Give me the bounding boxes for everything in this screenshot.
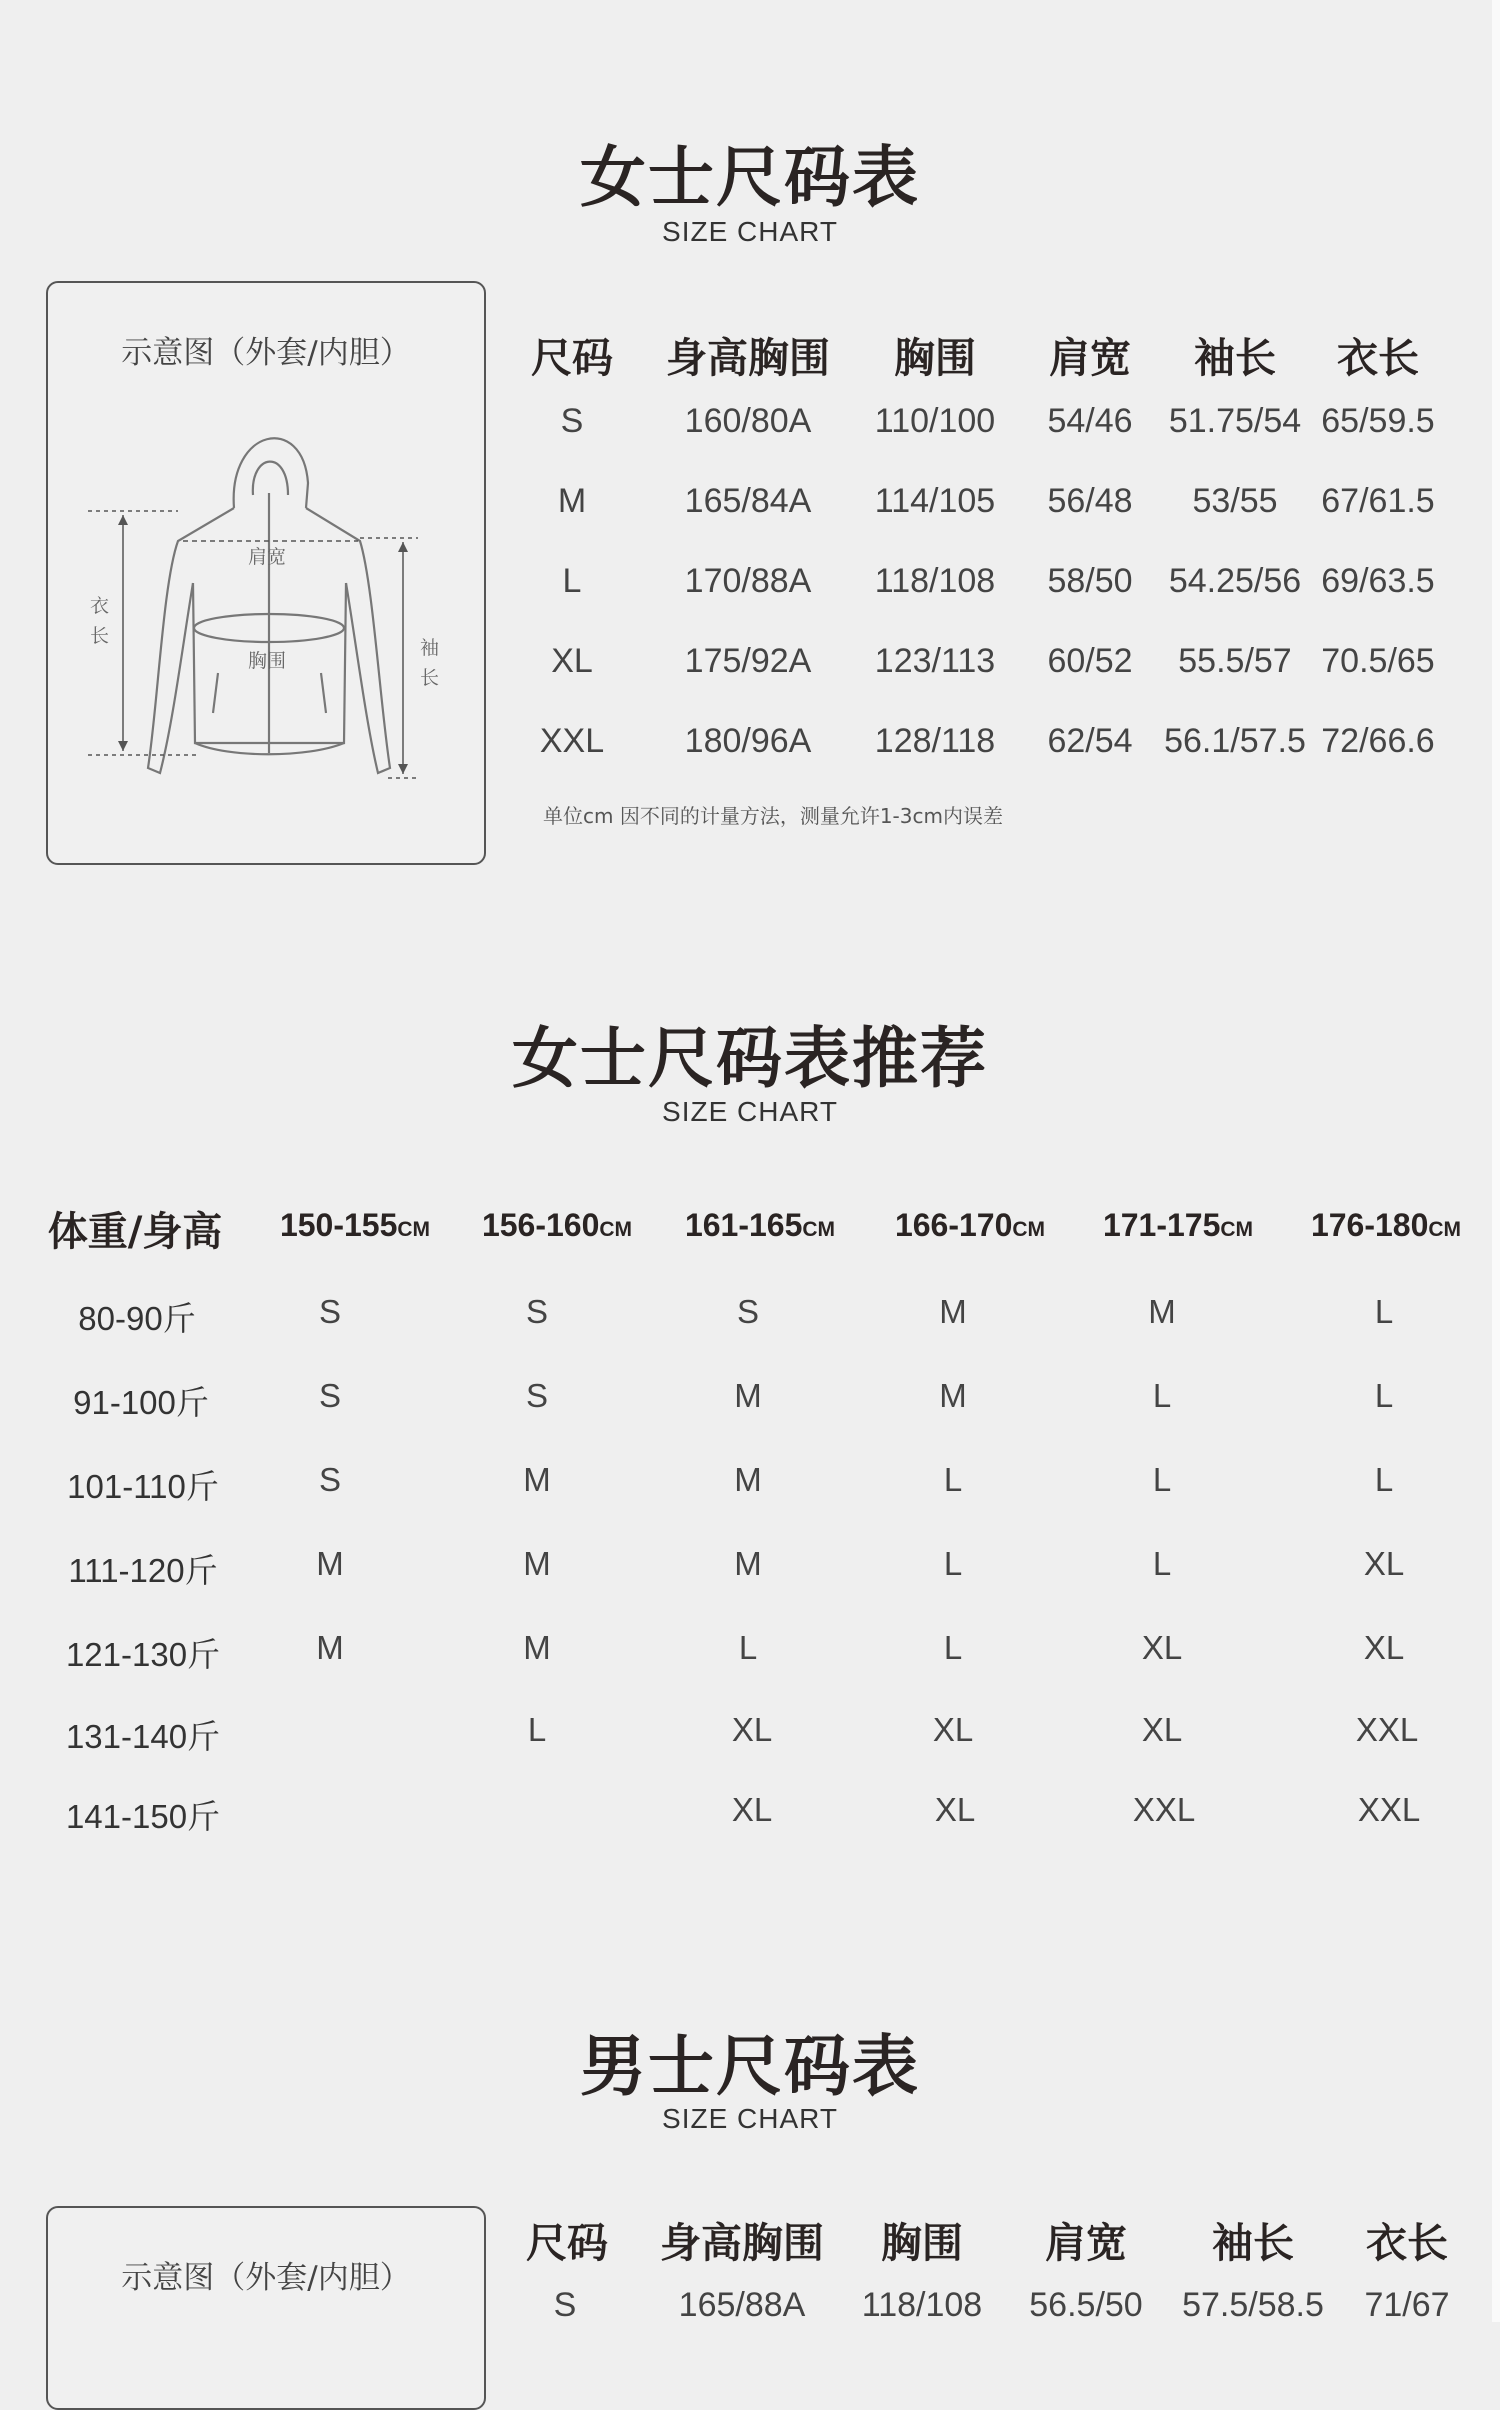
table-cell: 55.5/57: [1178, 642, 1292, 680]
table-cell: 110/100: [874, 402, 996, 440]
body-length-label-1: 衣: [90, 595, 110, 617]
table-cell: 175/92A: [684, 642, 812, 680]
diagram-label: 示意图（外套/内胆）: [121, 335, 411, 371]
header-sleeve: 袖长: [1212, 2219, 1294, 2267]
height-header: 156-160CM: [481, 1207, 633, 1243]
men-garment-diagram: [46, 2206, 486, 2410]
size-cell: M: [734, 1377, 762, 1414]
header-shoulder: 肩宽: [1045, 2219, 1127, 2267]
jacket-hood-outline: [234, 438, 308, 508]
men-size-chart-title: 男士尺码表: [580, 2028, 920, 2105]
size-cell: L: [1374, 1377, 1394, 1414]
size-cell: XL: [731, 1711, 773, 1748]
sleeve-length-label-2: 长: [420, 667, 440, 689]
women-size-chart-subtitle: SIZE CHART: [662, 216, 838, 247]
size-cell: L: [943, 1545, 963, 1582]
height-header: 176-180CM: [1310, 1207, 1462, 1243]
size-cell: M: [316, 1629, 344, 1666]
size-cell: M: [523, 1629, 551, 1666]
header-height-chest: 身高胸围: [660, 2219, 824, 2267]
header-length: 衣长: [1366, 2219, 1448, 2267]
header-size: 尺码: [526, 2219, 608, 2267]
size-cell: XL: [1363, 1629, 1405, 1666]
table-cell: 114/105: [874, 482, 996, 520]
table-cell: 72/66.6: [1321, 722, 1435, 760]
table-cell: 69/63.5: [1321, 562, 1435, 600]
diagram-label: 示意图（外套/内胆）: [121, 2260, 411, 2296]
size-cell: M: [939, 1377, 967, 1414]
size-cell: L: [1374, 1293, 1394, 1330]
size-cell: XXL: [1132, 1791, 1196, 1828]
table-cell: 65/59.5: [1321, 402, 1435, 440]
table-cell: 60/52: [1047, 642, 1133, 680]
size-cell: S: [318, 1377, 342, 1414]
size-cell: M: [939, 1293, 967, 1330]
size-cell: M: [523, 1461, 551, 1498]
header-height-chest: 身高胸围: [666, 334, 830, 382]
size-cell: L: [1152, 1461, 1172, 1498]
women-garment-diagram: [46, 281, 486, 865]
size-cell: M: [316, 1545, 344, 1582]
size-cell: M: [1148, 1293, 1176, 1330]
size-cell: L: [943, 1461, 963, 1498]
size-cell: M: [734, 1545, 762, 1582]
size-cell: S: [525, 1377, 549, 1414]
table-cell: 180/96A: [684, 722, 812, 760]
size-cell: XL: [731, 1791, 773, 1828]
size-cell: S: [318, 1461, 342, 1498]
header-weight-height: 体重/身高: [47, 1209, 223, 1255]
header-size: 尺码: [531, 334, 613, 382]
header-sleeve: 袖长: [1194, 334, 1276, 382]
size-cell: XL: [932, 1711, 974, 1748]
size-cell: XL: [1141, 1629, 1183, 1666]
table-cell: 118/108: [861, 2286, 983, 2324]
size-cell: S: [318, 1293, 342, 1330]
table-cell: 54.25/56: [1168, 562, 1302, 600]
table-cell: 170/88A: [684, 562, 812, 600]
table-cell: 71/67: [1364, 2286, 1450, 2324]
shoulder-width-label: 肩宽: [248, 546, 287, 568]
header-length: 衣长: [1337, 334, 1419, 382]
table-cell: 58/50: [1047, 562, 1133, 600]
women-recommend-title: 女士尺码表推荐: [512, 1020, 988, 1097]
size-cell: XL: [934, 1791, 976, 1828]
table-cell: 165/84A: [684, 482, 812, 520]
size-cell: L: [1152, 1545, 1172, 1582]
table-cell: 54/46: [1047, 402, 1133, 440]
height-header: 166-170CM: [894, 1207, 1046, 1243]
table-cell: 118/108: [874, 562, 996, 600]
weight-label: 91-100斤: [73, 1384, 209, 1421]
table-cell: 51.75/54: [1168, 402, 1302, 440]
table-cell: XL: [551, 642, 593, 680]
table-cell: 67/61.5: [1321, 482, 1435, 520]
height-header: 161-165CM: [684, 1207, 836, 1243]
table-cell: 160/80A: [684, 402, 812, 440]
header-chest: 胸围: [894, 334, 976, 382]
sleeve-length-label-1: 袖: [420, 637, 440, 659]
header-chest: 胸围: [881, 2219, 963, 2267]
weight-label: 131-140斤: [65, 1718, 221, 1755]
weight-label: 121-130斤: [65, 1636, 221, 1673]
size-cell: L: [943, 1629, 963, 1666]
size-cell: L: [527, 1711, 547, 1748]
header-shoulder: 肩宽: [1049, 334, 1131, 382]
size-cell: XL: [1141, 1711, 1183, 1748]
table-cell: 56/48: [1047, 482, 1133, 520]
size-cell: L: [1374, 1461, 1394, 1498]
table-cell: 62/54: [1047, 722, 1133, 760]
table-cell: 70.5/65: [1321, 642, 1435, 680]
table-cell: 123/113: [874, 642, 996, 680]
size-cell: XXL: [1357, 1791, 1421, 1828]
size-cell: XL: [1363, 1545, 1405, 1582]
height-header: 171-175CM: [1102, 1207, 1254, 1243]
weight-label: 141-150斤: [65, 1798, 221, 1835]
women-recommend-subtitle: SIZE CHART: [662, 1096, 838, 1127]
women-size-chart-title: 女士尺码表: [580, 139, 920, 216]
size-cell: M: [734, 1461, 762, 1498]
size-cell: L: [738, 1629, 758, 1666]
height-header: 150-155CM: [279, 1207, 431, 1243]
table-cell: S: [560, 402, 584, 440]
size-cell: M: [523, 1545, 551, 1582]
size-cell: XXL: [1355, 1711, 1419, 1748]
jacket-diagram-illustration: [48, 283, 484, 863]
weight-label: 80-90斤: [78, 1300, 196, 1337]
weight-label: 111-120斤: [68, 1552, 218, 1589]
body-length-label-2: 长: [90, 625, 110, 647]
table-cell: 128/118: [874, 722, 996, 760]
table-cell: 53/55: [1192, 482, 1278, 520]
page-right-border: [1492, 0, 1500, 2322]
table-cell: XXL: [539, 722, 605, 760]
table-cell: 56.1/57.5: [1164, 722, 1306, 760]
size-cell: S: [525, 1293, 549, 1330]
size-cell: S: [736, 1293, 760, 1330]
weight-label: 101-110斤: [67, 1468, 219, 1505]
table-cell: L: [562, 562, 582, 600]
men-size-chart-subtitle: SIZE CHART: [662, 2103, 838, 2134]
table-cell: 57.5/58.5: [1182, 2286, 1324, 2324]
chest-label: 胸围: [248, 650, 287, 672]
table-cell: 165/88A: [678, 2286, 806, 2324]
table-cell: M: [557, 482, 587, 520]
table-cell: 56.5/50: [1029, 2286, 1143, 2324]
measurement-note: 单位cm 因不同的计量方法，测量允许1-3cm内误差: [543, 804, 1003, 828]
size-cell: L: [1152, 1377, 1172, 1414]
table-cell: S: [553, 2286, 577, 2324]
